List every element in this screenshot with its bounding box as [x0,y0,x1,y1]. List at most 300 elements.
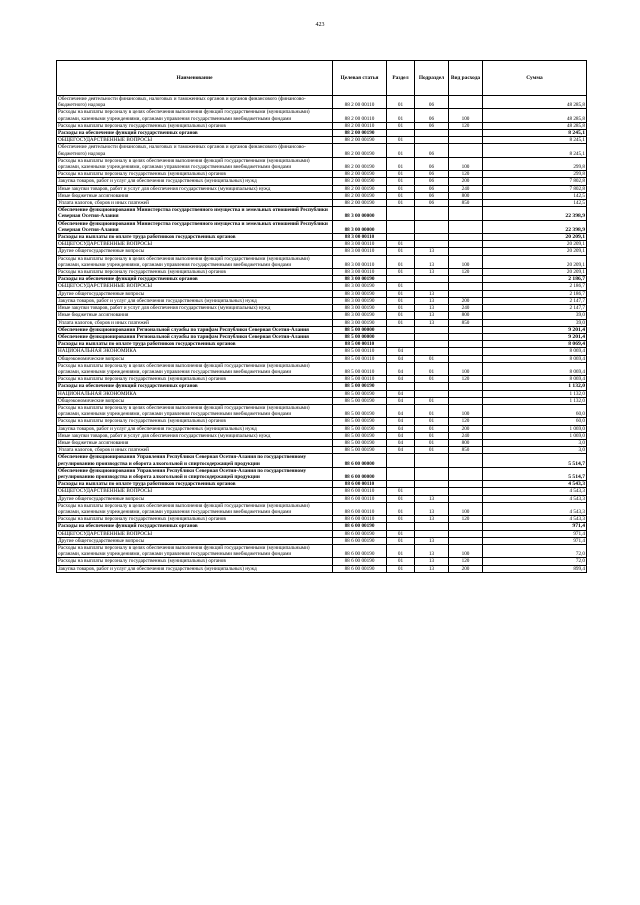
row-code-cell: 88 6 00 00190 [333,523,387,530]
row-name-cell: Расходы на выплаты персоналу в целях обеспечения выполнения функций государственными (муниципальными) органами, казенными учреждениями, органами управления государственными внебюджетными фондами [57,109,333,122]
row-expense-type-cell: 200 [449,425,483,432]
row-name-cell: Расходы на выплаты персоналу в целях обеспечения выполнения функций государственными (муниципальными) органами, казенными учреждениями, органами управления государственными внебюджетными фондами [57,255,333,268]
table-row [57,397,587,404]
table-row [57,283,587,290]
row-subsection-cell: 06 [415,171,449,178]
row-code-cell: 88 5 00 00110 [333,376,387,383]
row-name-cell: Закупка товаров, работ и услуг для обеспечения государственных (муниципальных) нужд [57,425,333,432]
table-row [57,326,587,333]
row-expense-type-cell [449,326,483,333]
row-subsection-cell [415,523,449,530]
row-expense-type-cell [449,537,483,544]
row-amount-cell: 8 069,4 [483,348,587,355]
row-subsection-cell: 13 [415,558,449,565]
row-name-cell: Обеспечение деятельности финансовых, налоговых и таможенных органов и органов финансового (финансово-бюджетного) надзора [57,144,333,157]
row-code-cell: 88 6 00 00190 [333,530,387,537]
row-code-cell: 88 5 00 00000 [333,326,387,333]
row-code-cell: 88 5 00 00190 [333,432,387,439]
table-row [57,404,587,417]
row-name-cell: Расходы на выплаты по оплате труда работников государственных органов [57,481,333,488]
table-row [57,122,587,129]
row-amount-cell: 5 514,7 [483,454,587,467]
row-amount-cell: 3,0 [483,447,587,454]
table-row [57,537,587,544]
row-expense-type-cell: 100 [449,157,483,170]
table-row [57,207,587,220]
row-expense-type-cell: 200 [449,178,483,185]
row-name-cell: ОБЩЕГОСУДАРСТВЕННЫЕ ВОПРОСЫ [57,241,333,248]
header-subsection: Подраздел [415,61,449,96]
row-section-cell: 01 [387,516,415,523]
table-row [57,192,587,199]
row-subsection-cell: 13 [415,516,449,523]
row-subsection-cell: 01 [415,418,449,425]
row-subsection-cell [415,341,449,348]
row-amount-cell: 1 069,0 [483,432,587,439]
row-amount-cell: 7 802,8 [483,185,587,192]
row-code-cell: 88 2 00 00190 [333,200,387,207]
row-code-cell: 88 5 00 00190 [333,425,387,432]
row-expense-type-cell: 800 [449,439,483,446]
row-section-cell [387,276,415,283]
row-code-cell: 88 5 00 00000 [333,333,387,340]
row-name-cell: Обеспечение функционирования Региональной службы по тарифам Республики Северная Осетия-Алания [57,326,333,333]
row-expense-type-cell [449,530,483,537]
row-section-cell: 01 [387,502,415,515]
row-amount-cell: 9 201,4 [483,326,587,333]
row-section-cell: 04 [387,404,415,417]
row-amount-cell: 72,0 [483,545,587,558]
row-amount-cell: 8 245,1 [483,144,587,157]
row-subsection-cell [415,481,449,488]
row-expense-type-cell [449,467,483,480]
row-section-cell: 01 [387,248,415,255]
row-subsection-cell [415,234,449,241]
row-name-cell: Обеспечение деятельности финансовых, налоговых и таможенных органов и органов финансового (финансово-бюджетного) надзора [57,96,333,109]
table-row [57,425,587,432]
row-subsection-cell: 13 [415,312,449,319]
row-amount-cell: 39,0 [483,312,587,319]
row-amount-cell: 2 147,7 [483,305,587,312]
row-code-cell: 88 5 00 00190 [333,439,387,446]
row-name-cell: Иные бюджетные ассигнования [57,439,333,446]
row-section-cell: 01 [387,558,415,565]
row-section-cell: 01 [387,241,415,248]
table-body [57,96,587,573]
table-row [57,383,587,390]
row-expense-type-cell: 850 [449,319,483,326]
row-name-cell: Закупка товаров, работ и услуг для обеспечения государственных (муниципальных) нужд [57,297,333,304]
row-subsection-cell: 01 [415,362,449,375]
row-code-cell: 88 5 00 00190 [333,418,387,425]
row-subsection-cell [415,241,449,248]
row-subsection-cell: 13 [415,502,449,515]
row-amount-cell: 4 543,3 [483,502,587,515]
row-name-cell: Расходы на выплаты по оплате труда работников государственных органов [57,234,333,241]
row-amount-cell: 1 069,0 [483,425,587,432]
row-section-cell: 04 [387,418,415,425]
table-row [57,447,587,454]
row-expense-type-cell [449,96,483,109]
row-name-cell: Расходы на обеспечение функций государственных органов [57,276,333,283]
row-code-cell: 88 3 00 00190 [333,297,387,304]
row-code-cell: 88 3 00 00000 [333,220,387,233]
row-name-cell: Уплата налогов, сборов и иных платежей [57,447,333,454]
row-section-cell [387,523,415,530]
row-section-cell [387,234,415,241]
row-subsection-cell: 13 [415,297,449,304]
row-name-cell: Другие общегосударственные вопросы [57,495,333,502]
row-subsection-cell: 13 [415,305,449,312]
row-subsection-cell: 06 [415,157,449,170]
row-amount-cell: 48 285,8 [483,109,587,122]
row-name-cell: Закупка товаров, работ и услуг для обеспечения государственных (муниципальных) нужд [57,178,333,185]
row-code-cell: 88 3 00 00190 [333,290,387,297]
row-expense-type-cell [449,220,483,233]
row-code-cell: 88 3 00 00190 [333,312,387,319]
row-name-cell: Расходы на обеспечение функций государственных органов [57,383,333,390]
table-row [57,109,587,122]
header-expense-type: Вид расхода [449,61,483,96]
row-amount-cell: 2 186,7 [483,290,587,297]
row-expense-type-cell: 120 [449,376,483,383]
table-row [57,269,587,276]
row-code-cell: 88 5 00 00110 [333,348,387,355]
row-amount-cell: 2 186,7 [483,276,587,283]
row-code-cell: 88 2 00 00110 [333,109,387,122]
row-name-cell: Расходы на выплаты по оплате труда работников государственных органов [57,341,333,348]
row-name-cell: Расходы на выплаты персоналу государственных (муниципальных) органов [57,418,333,425]
row-section-cell: 04 [387,376,415,383]
row-subsection-cell: 06 [415,96,449,109]
row-amount-cell: 1 132,0 [483,383,587,390]
row-name-cell: НАЦИОНАЛЬНАЯ ЭКОНОМИКА [57,348,333,355]
table-row [57,312,587,319]
row-amount-cell: 72,0 [483,558,587,565]
row-code-cell: 88 3 00 00110 [333,269,387,276]
row-expense-type-cell [449,144,483,157]
row-subsection-cell: 01 [415,376,449,383]
row-section-cell [387,341,415,348]
table-row [57,348,587,355]
row-subsection-cell [415,530,449,537]
row-section-cell: 01 [387,171,415,178]
row-name-cell: Расходы на выплаты персоналу государственных (муниципальных) органов [57,122,333,129]
row-subsection-cell: 06 [415,144,449,157]
row-name-cell: Расходы на выплаты персоналу в целях обеспечения выполнения функций государственными (муниципальными) органами, казенными учреждениями, органами управления государственными внебюджетными фондами [57,545,333,558]
row-code-cell: 88 2 00 00190 [333,185,387,192]
row-section-cell [387,333,415,340]
row-name-cell: ОБЩЕГОСУДАРСТВЕННЫЕ ВОПРОСЫ [57,137,333,144]
row-section-cell: 01 [387,192,415,199]
row-section-cell [387,454,415,467]
row-expense-type-cell: 200 [449,565,483,572]
row-code-cell: 88 2 00 00190 [333,144,387,157]
row-name-cell: ОБЩЕГОСУДАРСТВЕННЫЕ ВОПРОСЫ [57,530,333,537]
row-section-cell: 01 [387,545,415,558]
row-name-cell: Расходы на выплаты персоналу государственных (муниципальных) органов [57,376,333,383]
row-subsection-cell [415,220,449,233]
row-expense-type-cell [449,130,483,137]
row-code-cell: 88 6 00 00110 [333,516,387,523]
row-section-cell: 04 [387,390,415,397]
row-amount-cell: 20 209,1 [483,269,587,276]
row-amount-cell: 9 201,4 [483,333,587,340]
table-row [57,305,587,312]
row-section-cell: 01 [387,297,415,304]
row-section-cell: 01 [387,290,415,297]
row-section-cell: 01 [387,283,415,290]
table-row [57,454,587,467]
row-expense-type-cell: 800 [449,192,483,199]
row-expense-type-cell [449,333,483,340]
row-expense-type-cell [449,283,483,290]
row-amount-cell: 299,8 [483,171,587,178]
row-name-cell: ОБЩЕГОСУДАРСТВЕННЫЕ ВОПРОСЫ [57,283,333,290]
table-row [57,333,587,340]
row-subsection-cell: 01 [415,355,449,362]
row-name-cell: Расходы на обеспечение функций государственных органов [57,130,333,137]
table-row [57,481,587,488]
row-subsection-cell: 01 [415,432,449,439]
table-row [57,130,587,137]
row-section-cell: 01 [387,137,415,144]
row-section-cell: 01 [387,530,415,537]
row-subsection-cell [415,326,449,333]
row-name-cell: Обеспечение функционирования Управления Республики Северная Осетия-Алания по государственному регулированию производства и оборота алкогольной и спиртосодержащей продукции [57,454,333,467]
row-amount-cell: 8 069,4 [483,376,587,383]
row-name-cell: Уплата налогов, сборов и иных платежей [57,319,333,326]
row-name-cell: Закупка товаров, работ и услуг для обеспечения государственных (муниципальных) нужд [57,565,333,572]
row-subsection-cell: 13 [415,269,449,276]
row-expense-type-cell [449,248,483,255]
table-row [57,171,587,178]
row-expense-type-cell [449,348,483,355]
row-name-cell: Иные бюджетные ассигнования [57,192,333,199]
row-amount-cell: 7 802,8 [483,178,587,185]
table-row [57,545,587,558]
row-expense-type-cell [449,383,483,390]
row-section-cell [387,326,415,333]
row-code-cell: 88 3 00 00110 [333,255,387,268]
row-code-cell: 88 2 00 00190 [333,137,387,144]
row-expense-type-cell: 120 [449,269,483,276]
row-subsection-cell: 13 [415,290,449,297]
row-amount-cell: 39,0 [483,319,587,326]
row-expense-type-cell [449,523,483,530]
row-expense-type-cell [449,454,483,467]
row-name-cell: Общеэкономические вопросы [57,355,333,362]
row-subsection-cell: 13 [415,319,449,326]
row-section-cell [387,220,415,233]
row-expense-type-cell [449,481,483,488]
row-name-cell: ОБЩЕГОСУДАРСТВЕННЫЕ ВОПРОСЫ [57,488,333,495]
row-name-cell: Расходы на выплаты персоналу государственных (муниципальных) органов [57,171,333,178]
table-row [57,467,587,480]
row-subsection-cell: 06 [415,185,449,192]
row-subsection-cell [415,276,449,283]
row-code-cell: 88 2 00 00190 [333,130,387,137]
row-expense-type-cell [449,495,483,502]
row-code-cell: 88 5 00 00110 [333,355,387,362]
header-amount: Сумма [483,61,587,96]
row-section-cell: 01 [387,495,415,502]
row-expense-type-cell: 120 [449,558,483,565]
row-subsection-cell: 13 [415,545,449,558]
row-section-cell: 04 [387,362,415,375]
row-amount-cell: 4 543,3 [483,516,587,523]
row-amount-cell: 899,4 [483,565,587,572]
budget-table [56,60,587,573]
table-row [57,248,587,255]
row-name-cell: НАЦИОНАЛЬНАЯ ЭКОНОМИКА [57,390,333,397]
row-section-cell: 01 [387,319,415,326]
row-section-cell: 01 [387,96,415,109]
row-expense-type-cell: 200 [449,297,483,304]
row-code-cell: 88 3 00 00190 [333,319,387,326]
row-amount-cell: 20 209,1 [483,234,587,241]
table-row [57,523,587,530]
row-code-cell: 88 5 00 00190 [333,447,387,454]
row-section-cell: 01 [387,178,415,185]
row-expense-type-cell: 120 [449,122,483,129]
row-amount-cell: 142,5 [483,192,587,199]
row-amount-cell: 1 132,0 [483,397,587,404]
row-section-cell: 01 [387,109,415,122]
row-code-cell: 88 6 00 00190 [333,558,387,565]
row-section-cell: 04 [387,355,415,362]
row-code-cell: 88 6 00 00110 [333,488,387,495]
row-expense-type-cell [449,390,483,397]
row-code-cell: 88 6 00 00000 [333,467,387,480]
row-amount-cell: 60,0 [483,404,587,417]
row-subsection-cell: 13 [415,495,449,502]
row-expense-type-cell: 120 [449,171,483,178]
row-expense-type-cell [449,276,483,283]
row-section-cell: 01 [387,157,415,170]
row-expense-type-cell: 240 [449,305,483,312]
row-amount-cell: 4 543,3 [483,488,587,495]
header-code: Целевая статья [333,61,387,96]
row-name-cell: Расходы на выплаты персоналу государственных (муниципальных) органов [57,269,333,276]
row-subsection-cell: 13 [415,537,449,544]
row-code-cell: 88 5 00 00190 [333,383,387,390]
header-section: Раздел [387,61,415,96]
row-subsection-cell: 06 [415,178,449,185]
row-expense-type-cell: 240 [449,185,483,192]
table-row [57,362,587,375]
row-code-cell: 88 3 00 00110 [333,241,387,248]
row-subsection-cell [415,390,449,397]
row-section-cell: 01 [387,565,415,572]
row-section-cell: 01 [387,312,415,319]
header-name: Наименование [57,61,333,96]
row-name-cell: Расходы на выплаты персоналу государственных (муниципальных) органов [57,516,333,523]
row-subsection-cell: 01 [415,425,449,432]
row-section-cell [387,130,415,137]
table-row [57,137,587,144]
row-section-cell: 01 [387,488,415,495]
row-expense-type-cell [449,290,483,297]
row-name-cell: Расходы на выплаты персоналу в целях обеспечения выполнения функций государственными (муниципальными) органами, казенными учреждениями, органами управления государственными внебюджетными фондами [57,404,333,417]
table-row [57,432,587,439]
row-name-cell: Уплата налогов, сборов и иных платежей [57,200,333,207]
row-subsection-cell [415,488,449,495]
row-name-cell: Общеэкономические вопросы [57,397,333,404]
row-code-cell: 88 6 00 00110 [333,481,387,488]
row-amount-cell: 1 132,0 [483,390,587,397]
row-amount-cell: 48 285,8 [483,122,587,129]
row-expense-type-cell [449,207,483,220]
row-section-cell: 04 [387,447,415,454]
row-section-cell [387,383,415,390]
row-section-cell: 01 [387,255,415,268]
row-amount-cell: 8 069,4 [483,355,587,362]
row-subsection-cell [415,333,449,340]
row-subsection-cell: 13 [415,255,449,268]
row-expense-type-cell [449,241,483,248]
row-expense-type-cell [449,488,483,495]
table-row [57,144,587,157]
row-name-cell: Иные закупки товаров, работ и услуг для обеспечения государственных (муниципальных) нужд [57,185,333,192]
row-expense-type-cell: 120 [449,418,483,425]
table-row [57,178,587,185]
row-code-cell: 88 2 00 00190 [333,178,387,185]
row-amount-cell: 5 514,7 [483,467,587,480]
row-name-cell: Расходы на обеспечение функций государственных органов [57,523,333,530]
row-expense-type-cell: 850 [449,200,483,207]
table-row [57,297,587,304]
table-row [57,355,587,362]
row-subsection-cell [415,130,449,137]
row-name-cell: Обеспечение функционирования Министерства государственного имущества и земельных отношений Республики Северная Осетия-Алания [57,220,333,233]
table-row [57,276,587,283]
table-row [57,290,587,297]
row-expense-type-cell: 100 [449,545,483,558]
row-code-cell: 88 2 00 00110 [333,96,387,109]
row-code-cell: 88 5 00 00190 [333,390,387,397]
row-subsection-cell [415,348,449,355]
row-subsection-cell: 13 [415,248,449,255]
row-expense-type-cell [449,341,483,348]
row-subsection-cell: 06 [415,122,449,129]
row-section-cell: 01 [387,185,415,192]
row-section-cell: 04 [387,425,415,432]
table-row [57,439,587,446]
row-name-cell: Другие общегосударственные вопросы [57,248,333,255]
row-name-cell: Другие общегосударственные вопросы [57,290,333,297]
row-section-cell: 04 [387,348,415,355]
table-row [57,530,587,537]
row-amount-cell: 2 147,7 [483,297,587,304]
table-row [57,418,587,425]
row-name-cell: Расходы на выплаты персоналу в целях обеспечения выполнения функций государственными (муниципальными) органами, казенными учреждениями, органами управления государственными внебюджетными фондами [57,157,333,170]
row-code-cell: 88 6 00 00110 [333,495,387,502]
row-amount-cell: 20 209,1 [483,255,587,268]
row-code-cell: 88 3 00 00110 [333,234,387,241]
row-expense-type-cell: 850 [449,447,483,454]
row-section-cell [387,467,415,480]
row-code-cell: 88 2 00 00190 [333,192,387,199]
row-amount-cell: 142,5 [483,200,587,207]
row-code-cell: 88 2 00 00190 [333,171,387,178]
row-code-cell: 88 6 00 00190 [333,565,387,572]
row-subsection-cell: 06 [415,200,449,207]
row-code-cell: 88 6 00 00190 [333,537,387,544]
row-section-cell: 01 [387,269,415,276]
row-amount-cell: 20 209,1 [483,241,587,248]
row-amount-cell: 8 245,1 [483,130,587,137]
